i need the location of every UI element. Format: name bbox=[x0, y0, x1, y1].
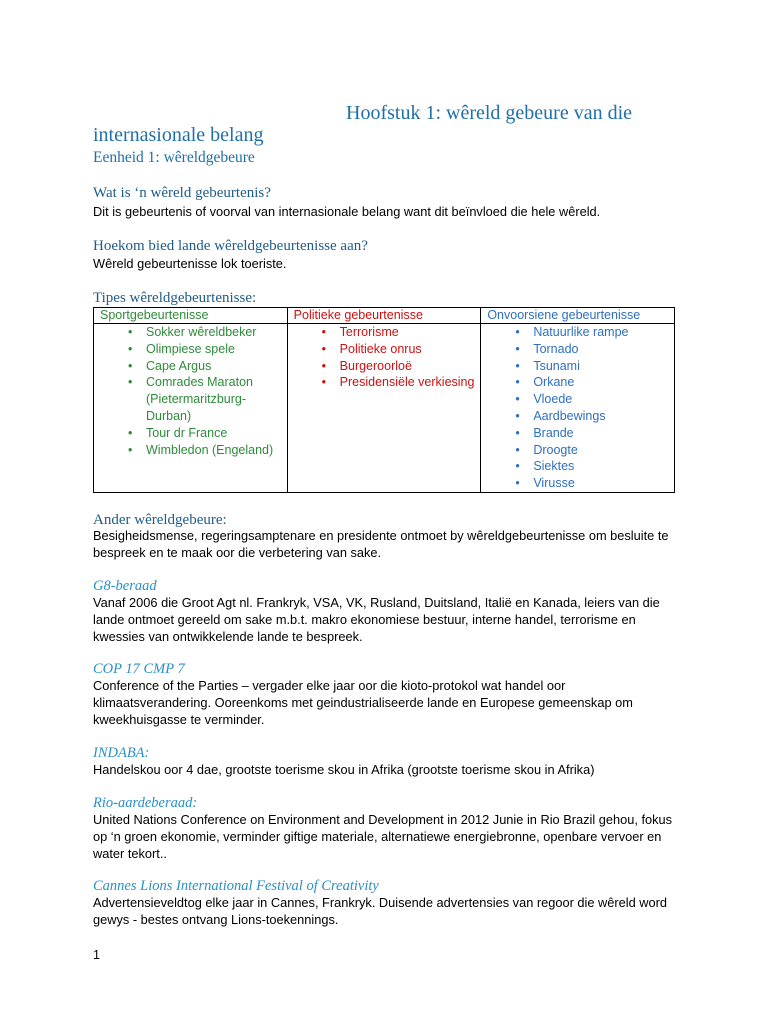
list-item: • Brande bbox=[515, 425, 674, 442]
list-item: • Politieke onrus bbox=[322, 341, 481, 358]
list-item: • Siektes bbox=[515, 458, 674, 475]
cannes-heading: Cannes Lions International Festival of Creativity bbox=[93, 878, 379, 894]
list-item: • Aardbewings bbox=[515, 408, 674, 425]
sport-column-header: Sportgebeurtenisse bbox=[94, 308, 288, 324]
politics-column-header: Politieke gebeurtenisse bbox=[287, 308, 481, 324]
politics-column bbox=[287, 324, 481, 493]
unforeseen-list bbox=[481, 324, 674, 492]
g8-text: Vanaf 2006 die Groot Agt nl. Frankryk, VSA, VK, Rusland, Duitsland, Italië en Kanada, leiers van die lande ontmoet gereeld om sake m.b.t. makro ekonomiese bestuur, interne handel, terrorisme en kwessies van ontwikkelende lande te bespreek. bbox=[93, 595, 660, 644]
other-events-text: Besigheidsmense, regeringsamptenare en presidente ontmoet by wêreldgebeurtenisse om besluite te bespreek en te maak oor die verbetering van sake. bbox=[93, 528, 669, 560]
rio-heading: Rio-aardeberaad: bbox=[93, 795, 198, 811]
list-item: • Cape Argus bbox=[128, 358, 287, 375]
indaba-text: Handelskou oor 4 dae, grootste toerisme skou in Afrika (grootste toerisme skou in Afrika) bbox=[93, 762, 595, 777]
why-text: Wêreld gebeurtenisse lok toeriste. bbox=[93, 256, 287, 271]
chapter-title-line-2: internasionale belang bbox=[93, 124, 264, 146]
list-item: • Presidensiële verkiesing bbox=[322, 374, 481, 391]
list-item: • Comrades Maraton (Pietermaritzburg-Durban) bbox=[128, 374, 287, 424]
cop-text: Conference of the Parties – vergader elke jaar oor die kioto-protokol wat handel oor klimaatsverandering. Ooreenkoms met geindustrialiseerde lande en Europese gemeenskap om kweekhuisgasse te verminder. bbox=[93, 678, 633, 727]
why-heading: Hoekom bied lande wêreldgebeurtenisse aan? bbox=[93, 238, 368, 254]
types-heading: Tipes wêreldgebeurtenisse: bbox=[93, 290, 257, 306]
indaba-heading: INDABA: bbox=[93, 745, 150, 761]
g8-heading: G8-beraad bbox=[93, 578, 157, 594]
politics-list bbox=[288, 324, 481, 391]
list-item: • Tour dr France bbox=[128, 425, 287, 442]
list-item: • Terrorisme bbox=[322, 324, 481, 341]
event-types-table bbox=[93, 307, 675, 493]
unforeseen-column-header: Onvoorsiene gebeurtenisse bbox=[481, 308, 675, 324]
list-item: • Virusse bbox=[515, 475, 674, 492]
list-item: • Orkane bbox=[515, 374, 674, 391]
sport-column bbox=[94, 324, 288, 493]
unforeseen-column bbox=[481, 324, 675, 493]
rio-text: United Nations Conference on Environment and Development in 2012 Junie in Rio Brazil gehou, fokus op ‘n groen ekonomie, verminder giftige materiale, alternatiewe energiebronne, openbare vervoer en water tekort.. bbox=[93, 812, 673, 861]
what-is-text: Dit is gebeurtenis of voorval van internasionale belang want dit beïnvloed die hele wêreld. bbox=[93, 204, 601, 219]
other-events-heading: Ander wêreldgebeure: bbox=[93, 512, 227, 528]
list-item: • Burgeroorloë bbox=[322, 358, 481, 375]
page-number: 1 bbox=[93, 948, 100, 962]
list-item: • Tsunami bbox=[515, 358, 674, 375]
cannes-text: Advertensieveldtog elke jaar in Cannes, Frankryk. Duisende advertensies van regoor die wêreld word gewys - bestes ontvang Lions-toekennings. bbox=[93, 895, 668, 927]
list-item: • Natuurlike rampe bbox=[515, 324, 674, 341]
sport-list bbox=[94, 324, 287, 458]
list-item: • Vloede bbox=[515, 391, 674, 408]
unit-heading: Eenheid 1: wêreldgebeure bbox=[93, 149, 255, 166]
what-is-heading: Wat is ‘n wêreld gebeurtenis? bbox=[93, 185, 271, 201]
chapter-title-line-1: Hoofstuk 1: wêreld gebeure van die bbox=[346, 102, 633, 124]
cop-heading: COP 17 CMP 7 bbox=[93, 661, 185, 677]
list-item: • Sokker wêreldbeker bbox=[128, 324, 287, 341]
list-item: • Olimpiese spele bbox=[128, 341, 287, 358]
list-item: • Wimbledon (Engeland) bbox=[128, 442, 287, 459]
list-item: • Droogte bbox=[515, 442, 674, 459]
list-item: • Tornado bbox=[515, 341, 674, 358]
